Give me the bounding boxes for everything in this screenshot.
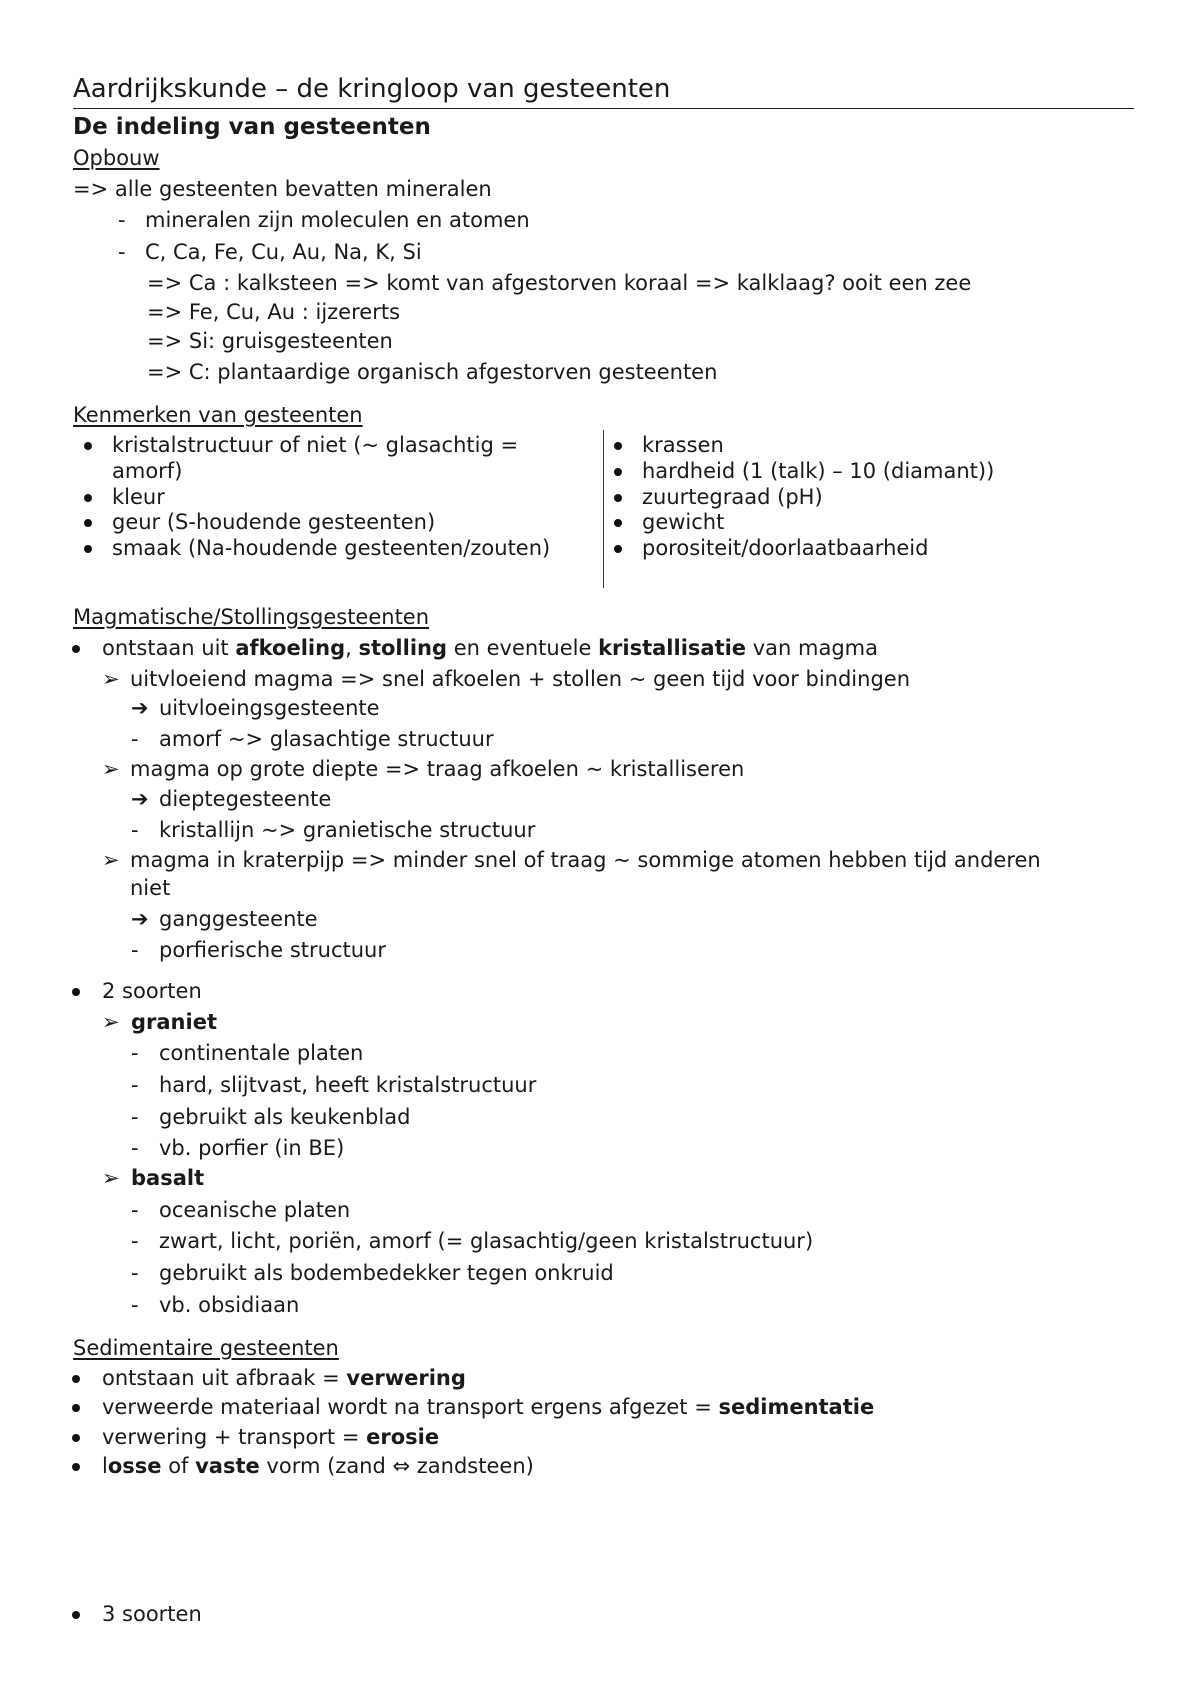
opbouw-sub-item: => Ca : kalksteen => komt van afgestorven koraal => kalklaag? ooit een zee xyxy=(147,271,972,295)
magma-type-line: uitvloeiend magma => snel afkoelen + stollen ~ geen tijd voor bindingen xyxy=(130,667,911,691)
bullet-icon xyxy=(84,494,92,502)
bullet-icon xyxy=(614,442,622,450)
dash-glyph: - xyxy=(118,208,126,232)
bullet-icon xyxy=(614,494,622,502)
basalt-item: gebruikt als bodembedekker tegen onkruid xyxy=(159,1261,614,1285)
arrow-icon: ➔ xyxy=(131,787,149,811)
graniet-item: vb. porfier (in BE) xyxy=(159,1136,345,1160)
opbouw-sub-item: => Fe, Cu, Au : ijzererts xyxy=(147,300,401,324)
dash-glyph: - xyxy=(131,1198,139,1222)
arrowhead-icon: ➢ xyxy=(102,1166,120,1190)
arrow-icon: ➔ xyxy=(131,907,149,931)
bullet-icon xyxy=(72,645,80,653)
opbouw-heading: Opbouw xyxy=(73,146,160,170)
bullet-icon xyxy=(72,988,80,996)
sedimentair-bullet-text: verwering + transport = erosie xyxy=(102,1425,440,1449)
structure-line: porfierische structuur xyxy=(159,938,386,962)
graniet-label: graniet xyxy=(131,1010,217,1034)
arrowhead-icon: ➢ xyxy=(102,757,120,781)
dash-glyph: - xyxy=(131,1105,139,1129)
bullet-icon xyxy=(84,519,92,527)
arrowhead-icon: ➢ xyxy=(102,1010,120,1034)
dash-glyph: - xyxy=(131,1229,139,1253)
dash-glyph: - xyxy=(131,1293,139,1317)
bullet-icon xyxy=(614,468,622,476)
kenmerk-right-item: porositeit/doorlaatbaarheid xyxy=(642,536,929,560)
document-title: Aardrijkskunde – de kringloop van gesteenten xyxy=(73,74,671,104)
bullet-icon xyxy=(84,545,92,553)
dash-glyph: - xyxy=(131,818,139,842)
basalt-label: basalt xyxy=(131,1166,205,1190)
bullet-icon xyxy=(72,1463,80,1471)
bullet-icon xyxy=(72,1375,80,1383)
bullet-icon xyxy=(84,442,92,450)
kenmerk-right-item: krassen xyxy=(642,433,724,457)
soorten-line: 2 soorten xyxy=(102,979,202,1003)
arrow-icon: ➔ xyxy=(131,696,149,720)
soorten-line: 3 soorten xyxy=(102,1602,202,1626)
structure-line: amorf ~> glasachtige structuur xyxy=(159,727,494,751)
structure-line: kristallijn ~> granietische structuur xyxy=(159,818,536,842)
bullet-icon xyxy=(614,545,622,553)
opbouw-sub-item: => Si: gruisgesteenten xyxy=(147,329,393,353)
magma-type-line: magma in kraterpijp => minder snel of traag ~ sommige atomen hebben tijd anderen xyxy=(130,848,1041,872)
kenmerk-right-item: zuurtegraad (pH) xyxy=(642,485,823,509)
bullet-icon xyxy=(72,1434,80,1442)
arrowhead-icon: ➢ xyxy=(102,848,120,872)
opbouw-dash-item: C, Ca, Fe, Cu, Au, Na, K, Si xyxy=(145,240,422,264)
title-underline-rule xyxy=(73,108,1134,109)
dash-glyph: - xyxy=(118,240,126,264)
graniet-item: continentale platen xyxy=(159,1041,364,1065)
kenmerk-right-item: hardheid (1 (talk) – 10 (diamant)) xyxy=(642,459,995,483)
magma-type-line: niet xyxy=(130,876,171,900)
magma-type-line: magma op grote diepte => traag afkoelen ~ kristalliseren xyxy=(130,757,745,781)
basalt-item: zwart, licht, poriën, amorf (= glasachtig/geen kristalstructuur) xyxy=(159,1229,814,1253)
dash-glyph: - xyxy=(131,938,139,962)
graniet-item: hard, slijtvast, heeft kristalstructuur xyxy=(159,1073,537,1097)
kenmerk-left-item: amorf) xyxy=(112,459,183,483)
kenmerk-left-item: geur (S-houdende gesteenten) xyxy=(112,510,436,534)
rock-name: ganggesteente xyxy=(159,907,318,931)
basalt-item: oceanische platen xyxy=(159,1198,351,1222)
sedimentair-bullet-text: verweerde materiaal wordt na transport ergens afgezet = sedimentatie xyxy=(102,1395,875,1419)
sedimentair-bullet-text: losse of vaste vorm (zand ⇔ zandsteen) xyxy=(102,1454,534,1478)
sedimentair-bullet-text: ontstaan uit afbraak = verwering xyxy=(102,1366,466,1390)
opbouw-sub-item: => C: plantaardige organisch afgestorven gesteenten xyxy=(147,360,718,384)
section-heading: De indeling van gesteenten xyxy=(73,114,431,140)
arrowhead-icon: ➢ xyxy=(102,667,120,691)
kenmerk-left-item: smaak (Na-houdende gesteenten/zouten) xyxy=(112,536,551,560)
dash-glyph: - xyxy=(131,1136,139,1160)
kenmerk-right-item: gewicht xyxy=(642,510,725,534)
opbouw-dash-item: mineralen zijn moleculen en atomen xyxy=(145,208,530,232)
bullet-icon xyxy=(72,1611,80,1619)
kenmerk-left-item: kleur xyxy=(112,485,165,509)
column-divider xyxy=(603,430,604,588)
bullet-icon xyxy=(614,519,622,527)
kenmerk-left-item: kristalstructuur of niet (~ glasachtig = xyxy=(112,433,519,457)
rock-name: uitvloeingsgesteente xyxy=(159,696,380,720)
dash-glyph: - xyxy=(131,1041,139,1065)
sedimentair-heading: Sedimentaire gesteenten xyxy=(73,1336,339,1360)
dash-glyph: - xyxy=(131,1261,139,1285)
rock-name: dieptegesteente xyxy=(159,787,332,811)
dash-glyph: - xyxy=(131,1073,139,1097)
dash-glyph: - xyxy=(131,727,139,751)
magmatisch-heading: Magmatische/Stollingsgesteenten xyxy=(73,605,430,629)
kenmerken-heading: Kenmerken van gesteenten xyxy=(73,403,363,427)
magmatisch-bullet-text: ontstaan uit afkoeling, stolling en eventuele kristallisatie van magma xyxy=(102,636,878,660)
bullet-icon xyxy=(72,1404,80,1412)
graniet-item: gebruikt als keukenblad xyxy=(159,1105,411,1129)
opbouw-line: => alle gesteenten bevatten mineralen xyxy=(73,177,492,201)
basalt-item: vb. obsidiaan xyxy=(159,1293,300,1317)
